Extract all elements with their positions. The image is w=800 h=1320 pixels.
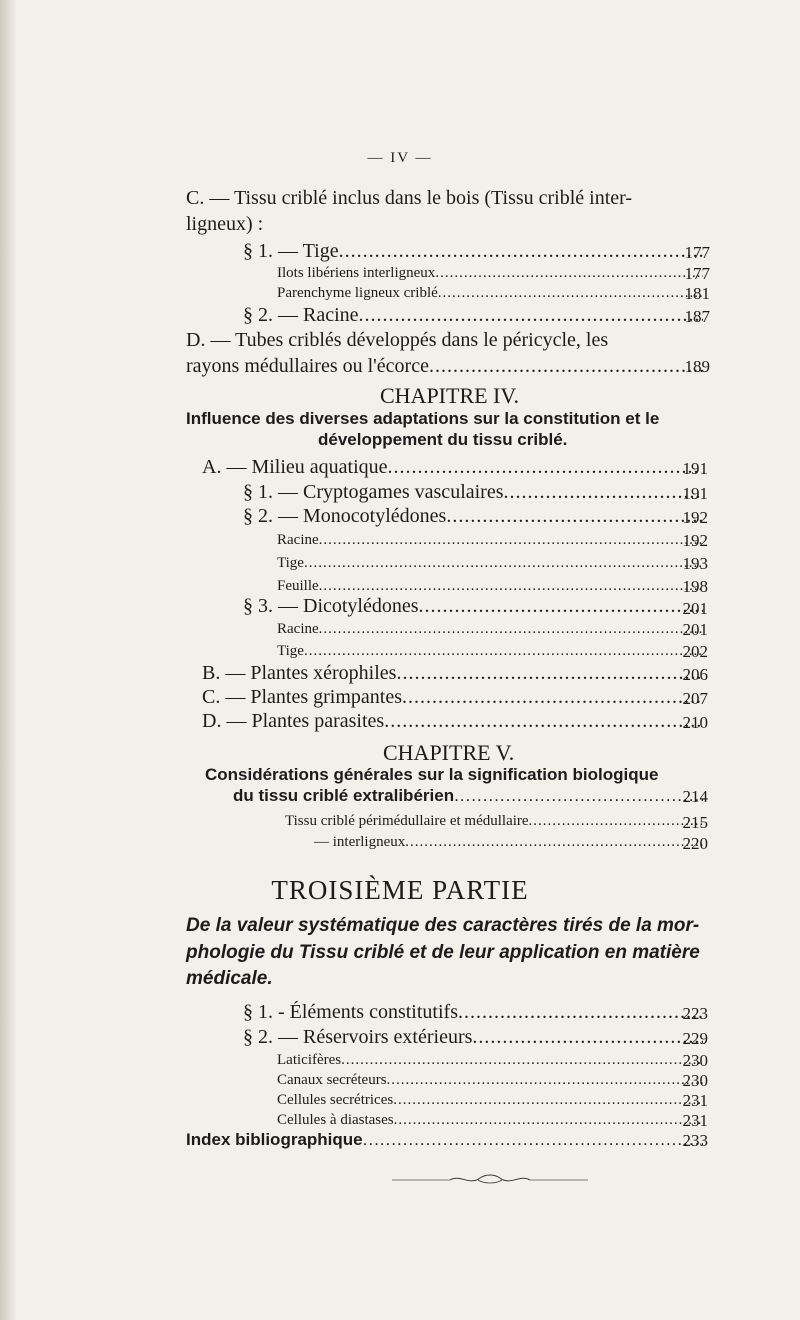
toc-page-number: 193 (682, 554, 708, 573)
toc-page-number: 177 (684, 264, 710, 283)
toc-page-number: 230 (682, 1071, 708, 1090)
toc-page-number: 189 (684, 357, 710, 376)
toc-page-number: 210 (682, 713, 708, 732)
toc-page-number: 201 (682, 599, 708, 618)
toc-page-number: 192 (682, 508, 708, 527)
toc-page-number: 198 (682, 577, 708, 596)
part-3-subtitle-line1: De la valeur systématique des caractères tirés de la mor- (186, 915, 700, 936)
toc-page-number: 191 (682, 459, 708, 478)
toc-entry: Tige ..... (277, 555, 703, 572)
part-3-subtitle-line3: médicale. (186, 968, 273, 989)
chapter-5-heading: CHAPITRE V. (383, 740, 515, 765)
toc-entry: Racine ..... (277, 621, 703, 638)
toc-page-number: 206 (682, 665, 708, 684)
toc-entry: § 1. — Cryptogames vasculaires ..... (243, 481, 703, 504)
part-3-subtitle-line2: phologie du Tissu criblé et de leur application en matière (186, 942, 700, 963)
page-edge-shadow (0, 0, 16, 1320)
toc-entry: — interligneux ..... (314, 834, 703, 851)
toc-entry: Cellules à diastases ..... (277, 1112, 703, 1129)
toc-entry: rayons médullaires ou l'écorce ..... (186, 355, 706, 378)
chapter-4-heading: CHAPITRE IV. (380, 383, 519, 408)
toc-page-number: 229 (682, 1029, 708, 1048)
toc-page-number: 202 (682, 642, 708, 661)
toc-page-number: 191 (682, 484, 708, 503)
toc-entry: § 1. — Tige ..... (243, 240, 703, 263)
toc-page-number: 223 (682, 1004, 708, 1023)
part-3-heading: TROISIÈME PARTIE (271, 875, 529, 905)
toc-entry: Canaux secréteurs ..... (277, 1072, 703, 1089)
toc-entry: C. — Plantes grimpantes ..... (202, 686, 702, 709)
toc-entry: A. — Milieu aquatique ..... (202, 456, 700, 479)
section-d-line1: D. — Tubes criblés développés dans le péricycle, les (186, 329, 609, 351)
toc-page-number: 207 (682, 689, 708, 708)
section-c-line1: C. — Tissu criblé inclus dans le bois (Tissu criblé inter- (186, 187, 633, 209)
chapter-4-title-line1: Influence des diverses adaptations sur la constitution et le (186, 409, 660, 428)
toc-page-number: 214 (682, 787, 708, 806)
toc-entry: Ilots libériens interligneux ..... (277, 265, 703, 282)
toc-entry: Tissu criblé périmédullaire et médullaire ..... (285, 813, 703, 830)
toc-page-number: 220 (682, 834, 708, 853)
toc-entry: § 3. — Dicotylédones ..... (243, 595, 703, 618)
toc-page-number: 230 (682, 1051, 708, 1070)
toc-entry: Tige ..... (277, 643, 703, 660)
toc-entry: § 2. — Réservoirs extérieurs ..... (243, 1026, 703, 1049)
toc-entry: § 2. — Racine ..... (243, 304, 703, 327)
toc-entry: § 1. - Éléments constitutifs ..... (243, 1001, 703, 1024)
toc-entry: du tissu criblé extralibérien ..... (233, 786, 703, 806)
page-marker: — IV — (367, 150, 433, 166)
toc-entry: Laticifères ..... (277, 1052, 703, 1069)
toc-page-number: 177 (684, 243, 710, 262)
toc-entry: Cellules secrétrices ..... (277, 1092, 703, 1109)
toc-page-number: 187 (684, 307, 710, 326)
toc-entry: Parenchyme ligneux criblé ..... (277, 285, 703, 302)
toc-entry: D. — Plantes parasites ..... (202, 710, 702, 733)
chapter-5-title-line1: Considérations générales sur la signification biologique (205, 765, 659, 784)
toc-page-number: 181 (684, 284, 710, 303)
toc-page-number: 231 (682, 1111, 708, 1130)
toc-page-number: 231 (682, 1091, 708, 1110)
toc-entry: Racine ..... (277, 532, 703, 549)
toc-page-number: 233 (682, 1131, 708, 1150)
toc-entry: B. — Plantes xérophiles ..... (202, 662, 702, 685)
chapter-4-title-line2: développement du tissu criblé. (318, 430, 568, 449)
toc-entry: § 2. — Monocotylédones ..... (243, 505, 703, 528)
toc-page-number: 192 (682, 531, 708, 550)
toc-entry: Index bibliographique ..... (186, 1130, 703, 1150)
toc-page-number: 201 (682, 620, 708, 639)
toc-entry: Feuille ..... (277, 578, 703, 595)
decorative-flourish-icon (390, 1172, 590, 1186)
section-c-line2: ligneux) : (186, 213, 264, 235)
toc-page-number: 215 (682, 813, 708, 832)
